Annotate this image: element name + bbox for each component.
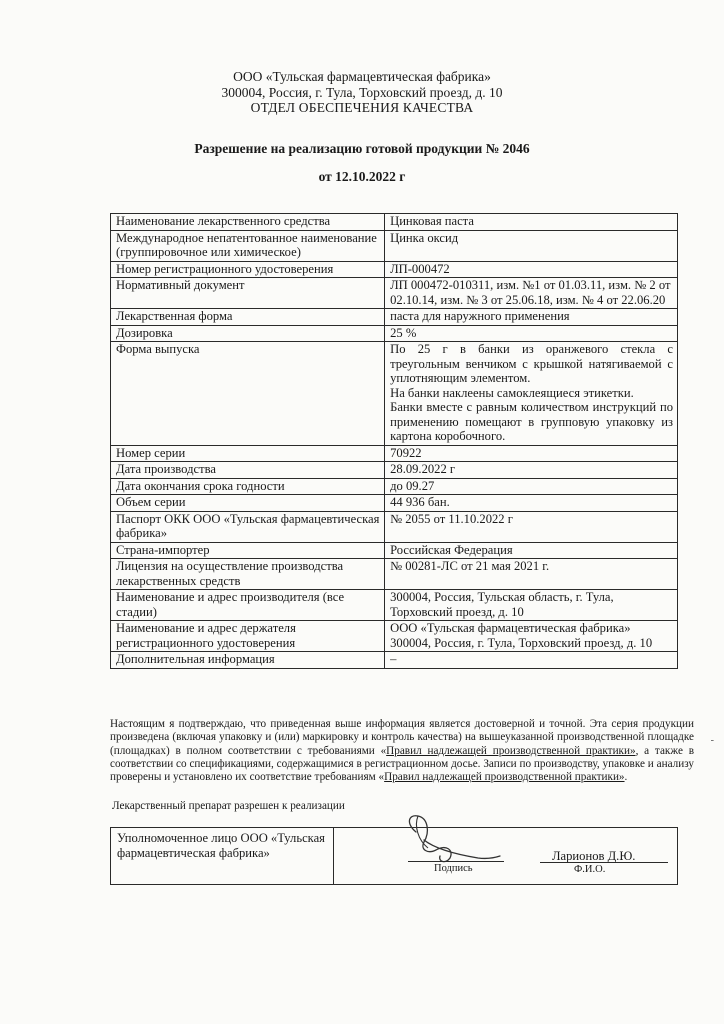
signatory-name: Ларионов Д.Ю. (552, 849, 636, 863)
field-value-paragraph: № 00281-ЛС от 21 мая 2021 г. (390, 559, 550, 573)
field-label: Дата производства (111, 462, 385, 479)
field-value-paragraph: до 09.27 (390, 478, 435, 493)
release-approval-note: Лекарственный препарат разрешен к реализации (112, 800, 345, 812)
field-label: Нормативный документ (111, 278, 385, 309)
table-row (111, 445, 678, 462)
field-value (385, 495, 678, 512)
field-value (385, 462, 678, 479)
attestation-text-2: , а также в соответствии со спецификациями, содержащимися в регистрационном досье. Записи по производству, упаковке и анализу проверены и установлено их соответствие требованиям « (110, 744, 694, 784)
field-value (385, 621, 678, 652)
field-label: Номер регистрационного удостоверения (111, 261, 385, 278)
organization-name: ООО «Тульская фармацевтическая фабрика» (233, 69, 491, 84)
signature-table (110, 827, 678, 885)
table-row (111, 462, 678, 479)
field-label: Лекарственная форма (111, 309, 385, 326)
table-row (111, 325, 678, 342)
table-row (111, 542, 678, 559)
field-value (385, 278, 678, 309)
field-value (385, 342, 678, 446)
field-value (385, 230, 678, 261)
field-value (385, 261, 678, 278)
field-value (385, 590, 678, 621)
field-value-paragraph: № 2055 от 11.10.2022 г (390, 511, 513, 526)
margin-mark: - (710, 735, 714, 746)
field-label: Номер серии (111, 445, 385, 462)
signature-caption: Подпись (434, 863, 473, 874)
field-value-paragraph: ЛП 000472-010311, изм. №1 от 01.03.11, изм. № 2 от 02.10.14, изм. № 3 от 25.06.18, изм. № 4 от 22.06.20 (390, 278, 671, 307)
table-row (111, 495, 678, 512)
field-value (385, 445, 678, 462)
attestation-text-3: . (624, 771, 628, 784)
table-row (111, 590, 678, 621)
table-row (111, 652, 678, 669)
attestation-text-1: Настоящим я подтверждаю, что приведенная выше информация является достоверной и точной. Эта серия продукции произведена (включая упаковку и (или) маркировку и контроль качества) на вышеуказанной производственной площадке (площадках) в полном соответствии с требованиями « (110, 718, 694, 757)
table-row (111, 261, 678, 278)
field-label: Страна-импортер (111, 542, 385, 559)
field-value-paragraph: На банки наклеены самоклеящиеся этикетки. (390, 385, 634, 400)
table-row (111, 511, 678, 542)
table-row (111, 278, 678, 309)
attestation-paragraph (110, 718, 694, 784)
field-value-paragraph: Российская Федерация (390, 542, 513, 557)
field-label: Наименование и адрес производителя (все стадии) (111, 590, 385, 621)
product-info-table (110, 213, 678, 669)
document-title: Разрешение на реализацию готовой продукции № 2046 (194, 141, 530, 156)
field-value-paragraph: паста для наружного применения (390, 309, 570, 323)
authorized-person-label: Уполномоченное лицо ООО «Тульская фармацевтическая фабрика» (117, 831, 325, 860)
field-label: Паспорт ОКК ООО «Тульская фармацевтическая фабрика» (111, 511, 385, 542)
field-label: Дозировка (111, 325, 385, 342)
organization-address: 300004, Россия, г. Тула, Торховский проезд, д. 10 (221, 85, 503, 100)
table-row (111, 559, 678, 590)
table-row (111, 478, 678, 495)
field-label: Лицензия на осуществление производства лекарственных средств (111, 559, 385, 590)
field-value-paragraph: 44 936 бан. (390, 495, 450, 509)
field-value (385, 542, 678, 559)
table-row (111, 309, 678, 326)
field-label: Наименование и адрес держателя регистрационного удостоверения (111, 621, 385, 652)
field-value-paragraph: 28.09.2022 г (390, 462, 456, 476)
field-value-paragraph: Цинка оксид (390, 230, 459, 245)
field-value (385, 652, 678, 669)
field-label: Наименование лекарственного средства (111, 214, 385, 231)
gmp-rules-reference-2: Правил надлежащей производственной практики» (384, 771, 625, 784)
field-value-paragraph: – (390, 652, 397, 666)
field-value-paragraph: Банки вместе с равным количеством инструкций по применению помещают в групповую упаковку из картона коробочного. (390, 400, 673, 443)
field-label: Дополнительная информация (111, 652, 385, 669)
field-value (385, 511, 678, 542)
field-value-paragraph: 70922 (390, 445, 422, 460)
field-value-paragraph: Цинковая паста (390, 214, 474, 228)
field-value-paragraph: 25 % (390, 325, 417, 340)
name-caption: Ф.И.О. (574, 864, 606, 875)
department-name: ОТДЕЛ ОБЕСПЕЧЕНИЯ КАЧЕСТВА (250, 100, 474, 115)
field-value-paragraph: ЛП-000472 (390, 261, 450, 276)
field-value (385, 478, 678, 495)
field-value (385, 559, 678, 590)
document-date: от 12.10.2022 г (318, 169, 406, 184)
field-value (385, 325, 678, 342)
authorized-person-cell (111, 828, 334, 885)
field-label: Объем серии (111, 495, 385, 512)
field-value-paragraph: По 25 г в банки из оранжевого стекла с треугольным венчиком с крышкой натягиваемой с уплотняющим элементом. (390, 342, 673, 385)
field-label: Дата окончания срока годности (111, 478, 385, 495)
gmp-rules-reference-1: Правил надлежащей производственной практики» (386, 744, 636, 757)
table-row (111, 230, 678, 261)
field-label: Международное непатентованное наименование (группировочное или химическое) (111, 230, 385, 261)
field-label: Форма выпуска (111, 342, 385, 446)
table-row (111, 214, 678, 231)
table-row (111, 342, 678, 446)
table-row (111, 621, 678, 652)
field-value (385, 214, 678, 231)
field-value-paragraph: ООО «Тульская фармацевтическая фабрика» 300004, Россия, г. Тула, Торховский проезд, д. 10 (390, 621, 653, 650)
field-value (385, 309, 678, 326)
signature-cell (334, 828, 678, 885)
field-value-paragraph: 300004, Россия, Тульская область, г. Тула, Торховский проезд, д. 10 (390, 590, 614, 619)
